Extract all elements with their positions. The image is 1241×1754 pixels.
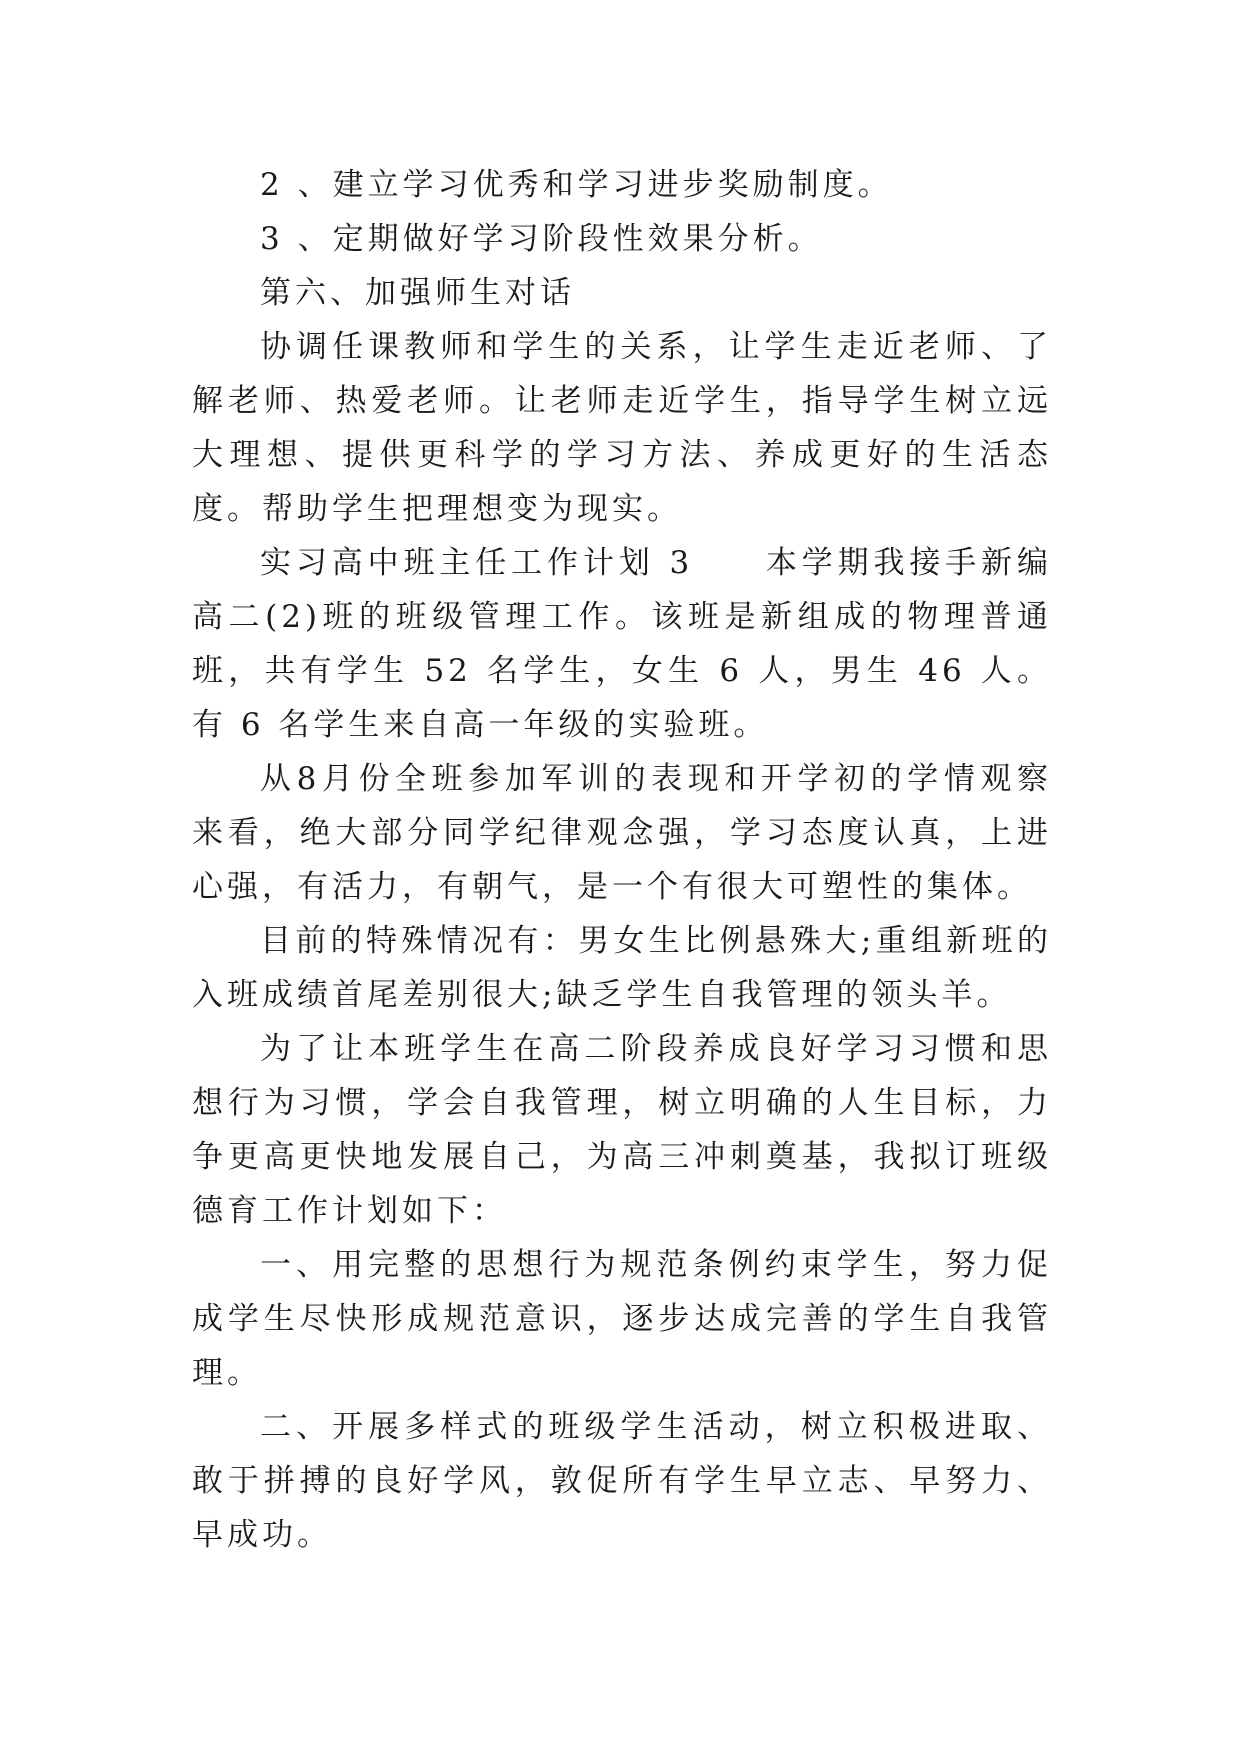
section-heading-dialogue: 第六、加强师生对话 [260,275,575,311]
paragraph-effect-analysis: 3 、定期做好学习阶段性效果分析。 [260,221,823,257]
paragraph-reward-system: 2 、建立学习优秀和学习进步奖励制度。 [260,167,893,203]
document-body [192,158,1052,1562]
paragraph-teacher-student: 协调任课教师和学生的关系，让学生走近老师、了解老师、热爱老师。让老师走近学生，指导学生树立远大理想、提供更科学的学习方法、养成更好的生活态度。帮助学生把理想变为现实。 [192,329,1052,527]
paragraph-observation: 从8月份全班参加军训的表现和开学初的学情观察来看，绝大部分同学纪律观念强，学习态度认真，上进心强，有活力，有朝气，是一个有很大可塑性的集体。 [192,761,1052,905]
paragraph-plan-intro: 实习高中班主任工作计划 3 本学期我接手新编高二(2)班的班级管理工作。该班是新组成的物理普通班，共有学生 52 名学生，女生 6 人，男生 46 人。有 6 名学生来自高一年级的实验班。 [192,545,1052,743]
paragraph-item-two: 二、开展多样式的班级学生活动，树立积极进取、敢于拼搏的良好学风，敦促所有学生早立志、早努力、早成功。 [192,1409,1052,1553]
paragraph-item-one: 一、用完整的思想行为规范条例约束学生，努力促成学生尽快形成规范意识，逐步达成完善的学生自我管理。 [192,1247,1052,1391]
paragraph-goals: 为了让本班学生在高二阶段养成良好学习习惯和思想行为习惯，学会自我管理，树立明确的人生目标，力争更高更快地发展自己，为高三冲刺奠基，我拟订班级德育工作计划如下： [192,1031,1052,1229]
paragraph-special-situation: 目前的特殊情况有：男女生比例悬殊大;重组新班的入班成绩首尾差别很大;缺乏学生自我管理的领头羊。 [192,923,1052,1013]
